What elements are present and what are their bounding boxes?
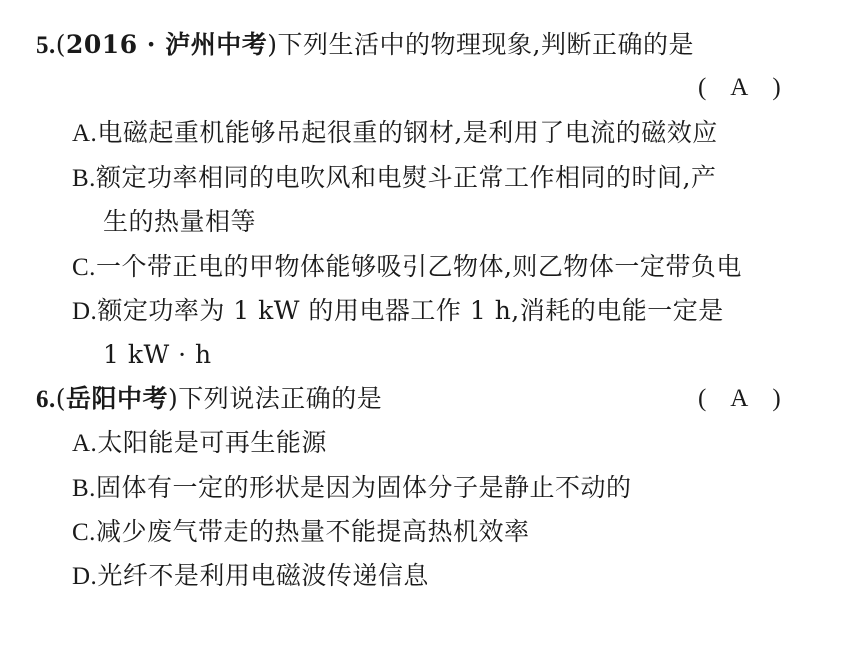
- question-text: 下列生活中的物理现象,判断正确的是: [277, 30, 694, 59]
- option-text: 生的热量相等: [103, 207, 257, 236]
- source-year: 2016 ·: [66, 30, 166, 59]
- option-a: [72, 428, 327, 459]
- option-text: 太阳能是可再生能源: [97, 428, 327, 457]
- option-letter: C.: [72, 519, 96, 546]
- question-6-answer: [698, 384, 781, 414]
- question-text: 下列说法正确的是: [178, 384, 383, 413]
- option-text: 额定功率相同的电吹风和电熨斗正常工作相同的时间,产: [95, 163, 717, 192]
- answer-open: (: [698, 385, 707, 412]
- option-letter: C.: [72, 254, 96, 281]
- question-number: 6.: [36, 386, 56, 413]
- option-b: [72, 163, 716, 194]
- option-d: [72, 561, 429, 592]
- option-text: 1 kW · h: [103, 340, 212, 369]
- option-letter: B.: [72, 475, 96, 502]
- answer-close: ): [772, 385, 781, 412]
- source-place: 岳阳中考: [66, 384, 169, 413]
- source-open: (: [55, 30, 67, 59]
- option-letter: B.: [72, 165, 96, 192]
- option-letter: D.: [72, 563, 98, 590]
- option-text: 固体有一定的形状是因为固体分子是静止不动的: [95, 473, 632, 502]
- question-5-stem: [36, 30, 694, 61]
- option-letter: D.: [72, 298, 98, 325]
- option-text: 额定功率为 1 kW 的用电器工作 1 h,消耗的电能一定是: [97, 296, 724, 325]
- option-d: [72, 296, 724, 327]
- option-letter: A.: [72, 430, 98, 457]
- question-6-stem: [36, 384, 382, 415]
- option-b-continued: [103, 207, 256, 237]
- answer-close: ): [772, 74, 781, 101]
- source-close: ): [168, 384, 179, 413]
- option-text: 减少废气带走的热量不能提高热机效率: [95, 517, 530, 546]
- option-text: 电磁起重机能够吊起很重的钢材,是利用了电流的磁效应: [97, 118, 718, 147]
- source-close: ): [267, 30, 278, 59]
- option-text: 一个带正电的甲物体能够吸引乙物体,则乙物体一定带负电: [95, 252, 742, 281]
- source-open: (: [55, 384, 67, 413]
- question-number: 5.: [36, 32, 56, 59]
- option-a: [72, 118, 718, 149]
- answer-open: (: [698, 74, 707, 101]
- option-d-continued: [103, 340, 212, 370]
- option-text: 光纤不是利用电磁波传递信息: [97, 561, 429, 590]
- source-place: 泸州中考: [165, 30, 268, 59]
- option-c: [72, 252, 742, 283]
- option-b: [72, 473, 631, 504]
- question-5-answer: [698, 73, 781, 103]
- option-c: [72, 517, 529, 548]
- answer-value: A: [730, 74, 749, 101]
- option-letter: A.: [72, 120, 98, 147]
- answer-value: A: [730, 385, 749, 412]
